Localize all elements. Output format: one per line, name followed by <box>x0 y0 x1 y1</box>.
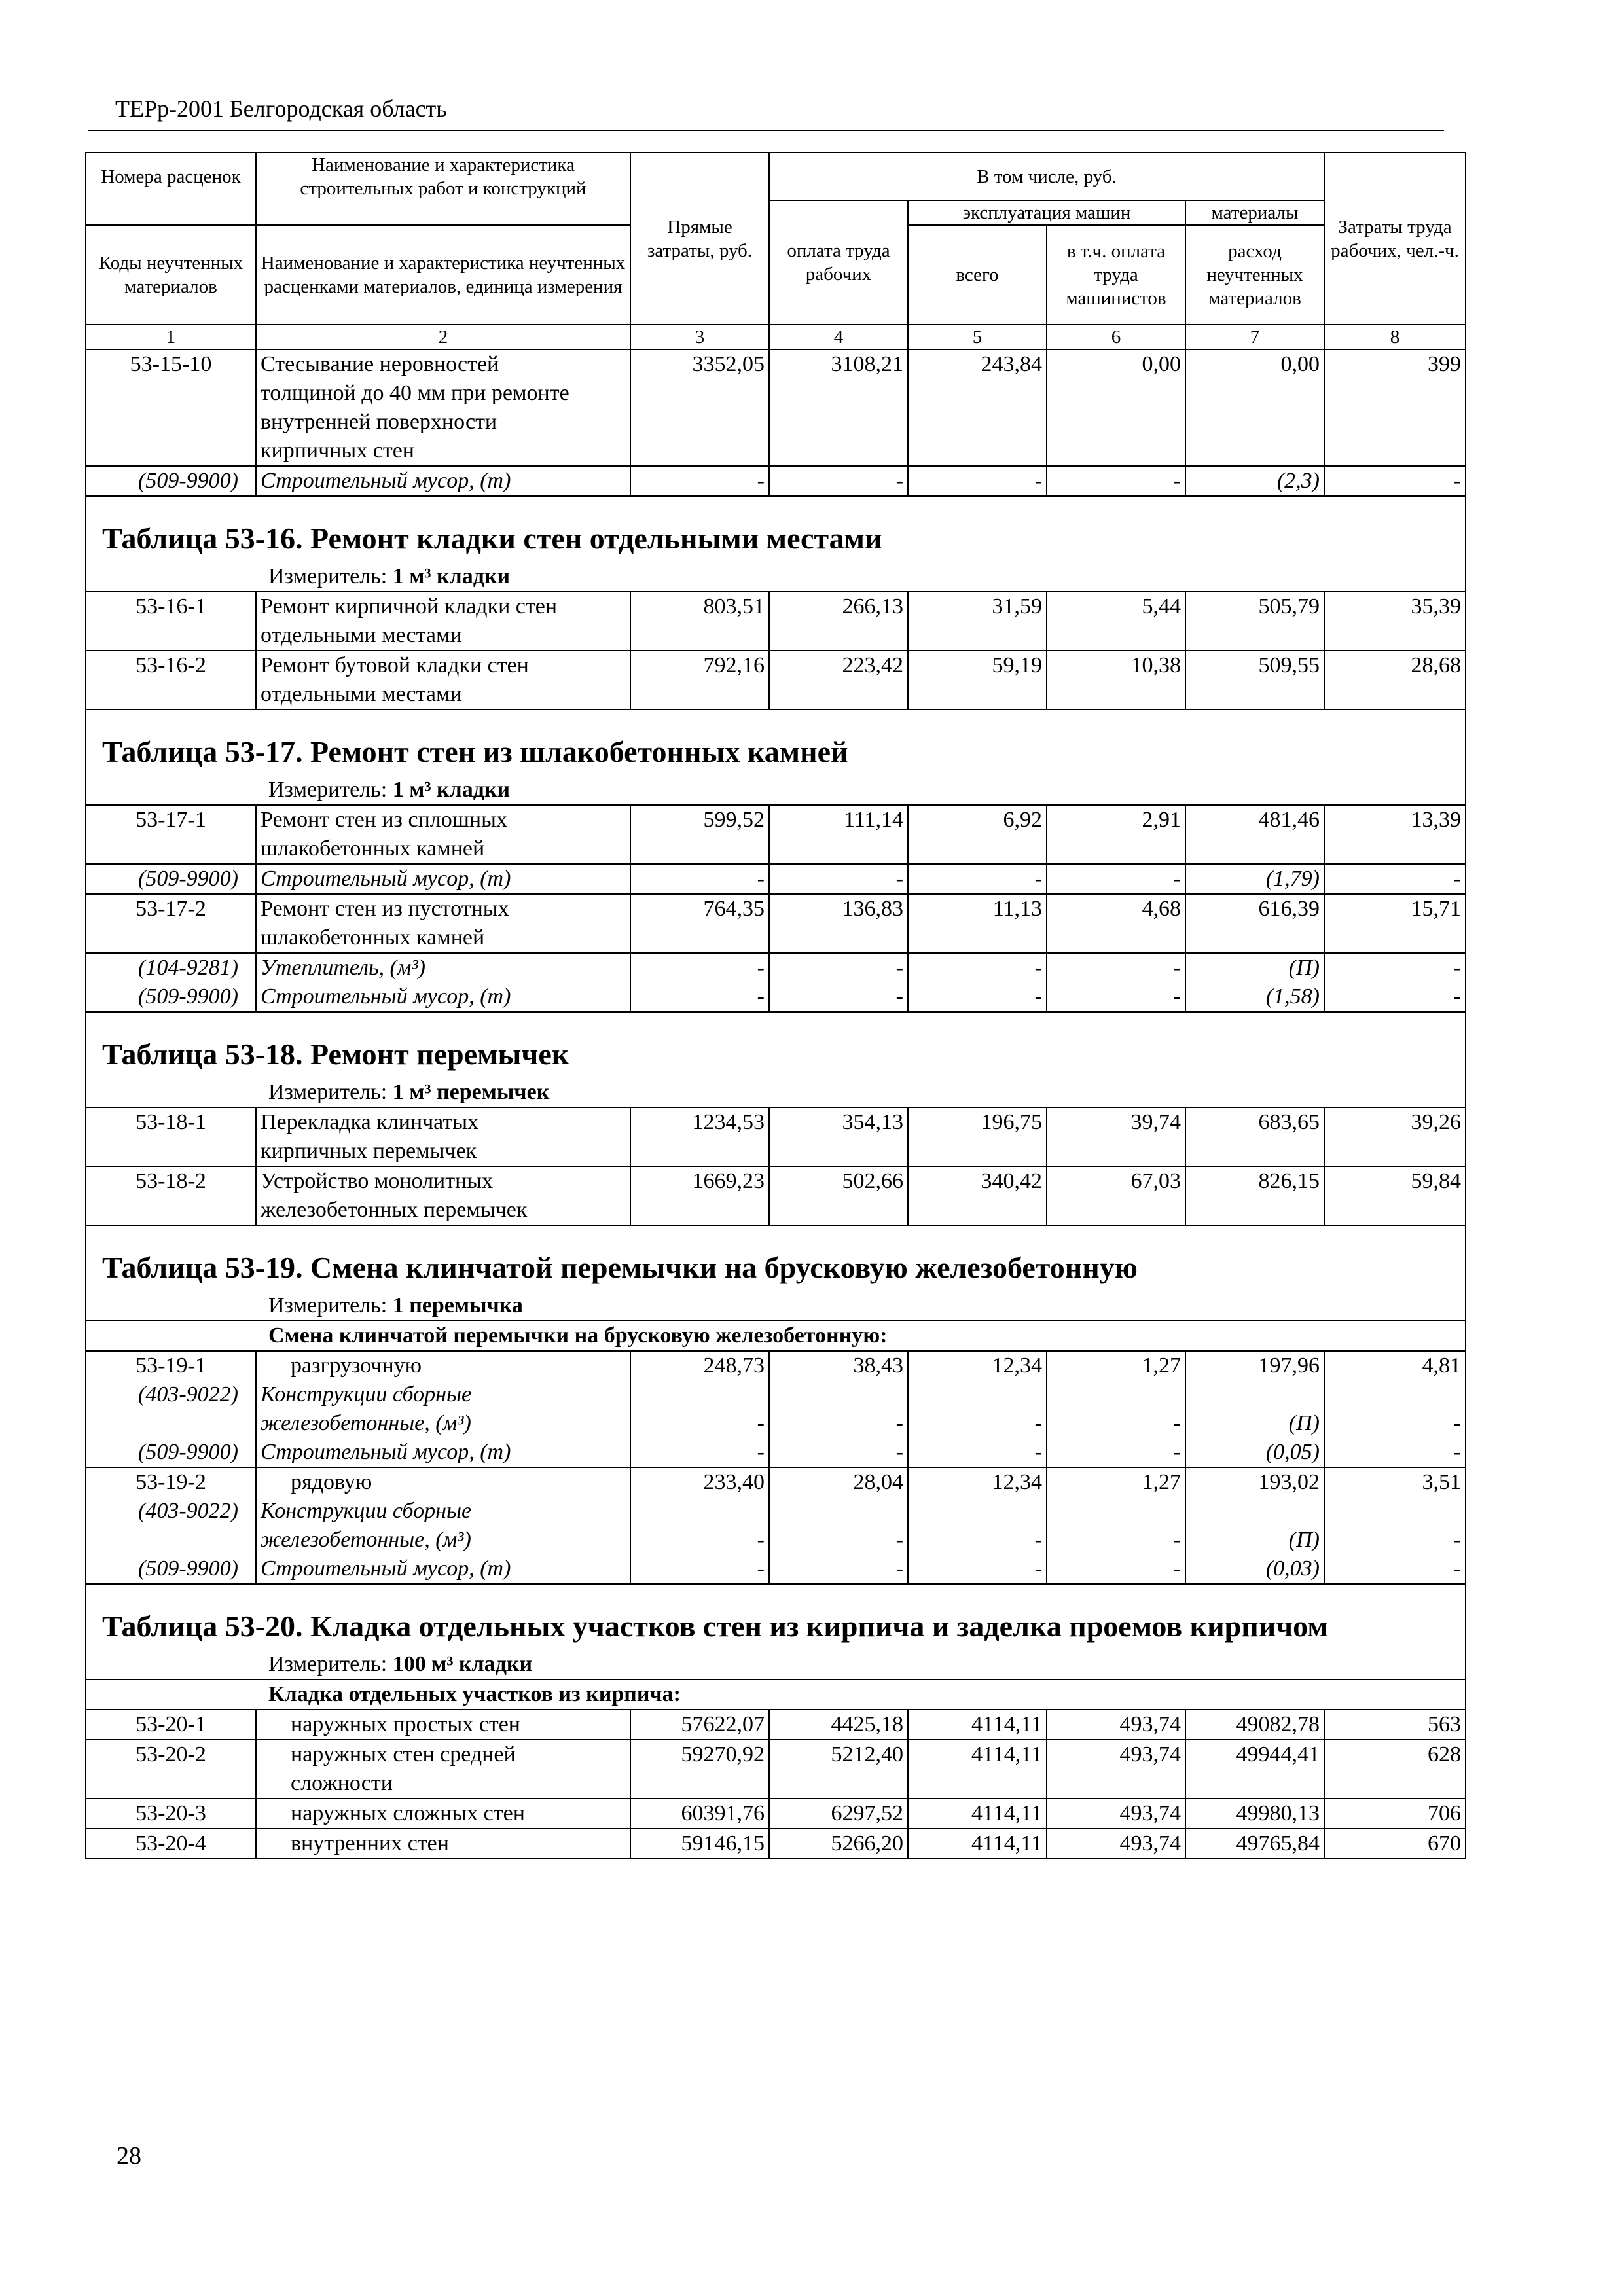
value-cell: (1,79) <box>1185 864 1324 894</box>
rate-name <box>256 1829 630 1859</box>
value-cell: 6297,52 <box>769 1799 908 1829</box>
rate-name <box>256 894 630 953</box>
unit-of-measure <box>86 1078 1466 1107</box>
unit-label: Измеритель: <box>268 778 388 802</box>
col-codes: Коды неучтенных материалов <box>86 225 256 325</box>
value-cell: 481,46 <box>1185 805 1324 864</box>
value-cell: - <box>1324 1554 1466 1584</box>
name-line: наружных сложных стен <box>291 1801 525 1825</box>
code-text: (509-9900) <box>138 984 238 1009</box>
value-cell: - <box>769 1438 908 1467</box>
rate-name <box>256 1107 630 1166</box>
value-cell: - <box>769 864 908 894</box>
material-name <box>256 1554 630 1584</box>
value-cell: - <box>1047 953 1185 982</box>
code-text: (104-9281) <box>138 956 238 980</box>
value-cell: 111,14 <box>769 805 908 864</box>
rate-name <box>256 1710 630 1740</box>
material-code <box>86 1380 256 1438</box>
value-cell: 1234,53 <box>630 1107 769 1166</box>
rate-row <box>86 894 1466 953</box>
col-name-materials: Наименование и характеристика неучтенных расценками материалов, единица измерения <box>256 225 630 325</box>
value-cell: - <box>1047 1438 1185 1467</box>
name-line: Строительный мусор, (т) <box>261 867 511 891</box>
value-cell: - <box>1324 953 1466 982</box>
value-cell: 67,03 <box>1047 1166 1185 1225</box>
name-line: Устройство монолитных <box>261 1169 494 1193</box>
unit-value: 1 м³ кладки <box>392 564 511 588</box>
code-text: (403-9022) <box>138 1499 238 1523</box>
col-incl-wages-mach: в т.ч. оплата труда машинистов <box>1047 225 1185 325</box>
code-text: (509-9900) <box>138 469 238 493</box>
value-cell: - <box>908 1554 1047 1584</box>
value-cell: 826,15 <box>1185 1166 1324 1225</box>
code-text: 53-17-1 <box>135 808 206 832</box>
value-cell: 12,34 <box>908 1351 1047 1380</box>
code-text: (509-9900) <box>138 1556 238 1581</box>
value-cell: - <box>1324 466 1466 496</box>
value-cell: 49980,13 <box>1185 1799 1324 1829</box>
rate-name <box>256 1166 630 1225</box>
value-cell: 493,74 <box>1047 1829 1185 1859</box>
name-line: Строительный мусор, (т) <box>261 1440 511 1464</box>
unit-of-measure <box>86 1650 1466 1679</box>
unit-label: Измеритель: <box>268 1293 388 1318</box>
value-cell: 616,39 <box>1185 894 1324 953</box>
value-cell: 4425,18 <box>769 1710 908 1740</box>
code-text: (509-9900) <box>138 1440 238 1464</box>
unit-value: 1 перемычка <box>392 1293 523 1318</box>
material-code <box>86 982 256 1012</box>
value-cell: 28,04 <box>769 1467 908 1497</box>
name-line: Строительный мусор, (т) <box>261 1556 511 1581</box>
value-cell: - <box>630 953 769 982</box>
running-header: ТЕРр-2001 Белгородская область <box>115 96 447 122</box>
table-title: Таблица 53-17. Ремонт стен из шлакобетонных камней <box>86 709 1466 776</box>
name-line: рядовую <box>291 1470 372 1494</box>
col-machines: эксплуатация машин <box>908 200 1185 225</box>
value-cell: 0,00 <box>1185 350 1324 466</box>
material-code <box>86 1438 256 1467</box>
code-text: 53-19-1 <box>135 1354 206 1378</box>
value-cell: 670 <box>1324 1829 1466 1859</box>
value-cell: - <box>630 864 769 894</box>
name-line: Ремонт стен из пустотных <box>261 897 509 921</box>
value-cell: 196,75 <box>908 1107 1047 1166</box>
col-number: 4 <box>769 325 908 350</box>
unit-label: Измеритель: <box>268 564 388 588</box>
value-cell: - <box>630 466 769 496</box>
value-cell: 509,55 <box>1185 651 1324 709</box>
rate-code <box>86 350 256 466</box>
value-cell: 10,38 <box>1047 651 1185 709</box>
rate-row <box>86 1710 1466 1740</box>
value-cell: 792,16 <box>630 651 769 709</box>
material-row <box>86 1380 1466 1438</box>
value-cell: 6,92 <box>908 805 1047 864</box>
name-line: кирпичных стен <box>261 439 414 463</box>
value-cell: 12,34 <box>908 1467 1047 1497</box>
name-line: сложности <box>291 1771 393 1795</box>
value-cell: 563 <box>1324 1710 1466 1740</box>
material-code <box>86 1497 256 1554</box>
value-cell: 39,26 <box>1324 1107 1466 1166</box>
name-line: железобетонные, (м³) <box>261 1528 471 1552</box>
section-subheader: Смена клинчатой перемычки на брусковую железобетонную: <box>86 1321 1466 1351</box>
value-cell: 4,81 <box>1324 1351 1466 1380</box>
material-code <box>86 1554 256 1584</box>
value-cell: 35,39 <box>1324 592 1466 651</box>
section-subheader: Кладка отдельных участков из кирпича: <box>86 1679 1466 1710</box>
value-cell: 2,91 <box>1047 805 1185 864</box>
value-cell: (2,3) <box>1185 466 1324 496</box>
rate-code <box>86 1740 256 1799</box>
page-number: 28 <box>117 2142 141 2170</box>
value-cell: - <box>1324 1497 1466 1554</box>
name-line: отдельными местами <box>261 623 462 647</box>
value-cell: - <box>630 1497 769 1554</box>
col-number: 7 <box>1185 325 1324 350</box>
value-cell: 38,43 <box>769 1351 908 1380</box>
code-text: 53-19-2 <box>135 1470 206 1494</box>
value-cell: 3352,05 <box>630 350 769 466</box>
rate-row <box>86 1829 1466 1859</box>
value-cell: 193,02 <box>1185 1467 1324 1497</box>
unit-label: Измеритель: <box>268 1080 388 1104</box>
rate-row <box>86 1799 1466 1829</box>
name-line: толщиной до 40 мм при ремонте <box>261 381 569 405</box>
value-cell: 1,27 <box>1047 1467 1185 1497</box>
value-cell: - <box>1047 1497 1185 1554</box>
value-cell: 31,59 <box>908 592 1047 651</box>
name-line: Утеплитель, (м³) <box>261 956 425 980</box>
unit-value: 1 м³ кладки <box>392 778 511 802</box>
rate-row <box>86 1107 1466 1166</box>
code-text: 53-20-4 <box>135 1831 206 1856</box>
rate-name <box>256 1351 630 1380</box>
value-cell: - <box>769 466 908 496</box>
rate-code <box>86 805 256 864</box>
value-cell: 4114,11 <box>908 1829 1047 1859</box>
material-row <box>86 982 1466 1012</box>
value-cell: 683,65 <box>1185 1107 1324 1166</box>
value-cell: 354,13 <box>769 1107 908 1166</box>
rate-code <box>86 894 256 953</box>
value-cell: 599,52 <box>630 805 769 864</box>
value-cell: (0,03) <box>1185 1554 1324 1584</box>
value-cell: - <box>769 1497 908 1554</box>
rate-row <box>86 805 1466 864</box>
value-cell: (П) <box>1185 1380 1324 1438</box>
name-line: отдельными местами <box>261 682 462 706</box>
value-cell: - <box>1047 466 1185 496</box>
rate-row <box>86 592 1466 651</box>
rate-row <box>86 1467 1466 1497</box>
unit-of-measure <box>86 1291 1466 1321</box>
material-row <box>86 466 1466 496</box>
value-cell: 1669,23 <box>630 1166 769 1225</box>
name-line: Конструкции сборные <box>261 1499 472 1523</box>
value-cell: 49082,78 <box>1185 1710 1324 1740</box>
name-line: Ремонт стен из сплошных <box>261 808 507 832</box>
code-text: 53-18-2 <box>135 1169 206 1193</box>
value-cell: 15,71 <box>1324 894 1466 953</box>
value-cell: 136,83 <box>769 894 908 953</box>
material-row <box>86 1438 1466 1467</box>
code-text: 53-20-3 <box>135 1801 206 1825</box>
table-title: Таблица 53-18. Ремонт перемычек <box>86 1012 1466 1078</box>
value-cell: 3108,21 <box>769 350 908 466</box>
name-line: Конструкции сборные <box>261 1382 472 1407</box>
value-cell: 60391,76 <box>630 1799 769 1829</box>
name-line: наружных стен средней <box>291 1742 516 1767</box>
col-number: 5 <box>908 325 1047 350</box>
rate-name <box>256 1740 630 1799</box>
col-mat-consumption: расход неучтенных материалов <box>1185 225 1324 325</box>
value-cell: - <box>908 466 1047 496</box>
value-cell: 803,51 <box>630 592 769 651</box>
material-code <box>86 466 256 496</box>
material-name <box>256 953 630 982</box>
value-cell: - <box>1324 982 1466 1012</box>
code-text: (403-9022) <box>138 1382 238 1407</box>
rate-row <box>86 651 1466 709</box>
material-name <box>256 466 630 496</box>
rate-code <box>86 1351 256 1380</box>
rate-name <box>256 1467 630 1497</box>
value-cell: - <box>1047 1554 1185 1584</box>
code-text: 53-16-2 <box>135 653 206 677</box>
name-line: наружных простых стен <box>291 1712 520 1736</box>
value-cell: 1,27 <box>1047 1351 1185 1380</box>
value-cell: 399 <box>1324 350 1466 466</box>
value-cell: 0,00 <box>1047 350 1185 466</box>
col-number: 3 <box>630 325 769 350</box>
rate-code <box>86 1467 256 1497</box>
col-number: 1 <box>86 325 256 350</box>
name-line: железобетонных перемычек <box>261 1198 528 1222</box>
value-cell: 59,84 <box>1324 1166 1466 1225</box>
material-row <box>86 953 1466 982</box>
col-incl: В том числе, руб. <box>769 152 1324 200</box>
name-line: шлакобетонных камней <box>261 836 485 861</box>
name-line: внутренней поверхности <box>261 410 497 434</box>
name-line: железобетонные, (м³) <box>261 1411 471 1435</box>
rate-code <box>86 1166 256 1225</box>
table-title: Таблица 53-16. Ремонт кладки стен отдельными местами <box>86 496 1466 562</box>
code-text: (509-9900) <box>138 867 238 891</box>
value-cell: 49765,84 <box>1185 1829 1324 1859</box>
value-cell: 243,84 <box>908 350 1047 466</box>
name-line: Ремонт кирпичной кладки стен <box>261 594 558 619</box>
unit-label: Измеритель: <box>268 1652 388 1676</box>
unit-of-measure <box>86 776 1466 805</box>
value-cell: - <box>908 953 1047 982</box>
rate-row <box>86 350 1466 466</box>
name-line: разгрузочную <box>291 1354 422 1378</box>
name-line: внутренних стен <box>291 1831 449 1856</box>
value-cell: 5,44 <box>1047 592 1185 651</box>
col-labor-costs: Затраты труда рабочих, чел.-ч. <box>1324 152 1466 325</box>
rate-name <box>256 805 630 864</box>
value-cell: 197,96 <box>1185 1351 1324 1380</box>
value-cell: - <box>630 1438 769 1467</box>
material-row <box>86 1554 1466 1584</box>
value-cell: - <box>1324 1438 1466 1467</box>
value-cell: - <box>1047 982 1185 1012</box>
col-direct-costs: Прямые затраты, руб. <box>630 152 769 325</box>
value-cell: - <box>908 1497 1047 1554</box>
value-cell: - <box>1324 864 1466 894</box>
col-name-works: Наименование и характеристика строительных работ и конструкций <box>256 152 630 200</box>
value-cell: - <box>630 1554 769 1584</box>
code-text: 53-20-2 <box>135 1742 206 1767</box>
value-cell: 4114,11 <box>908 1710 1047 1740</box>
value-cell: 59270,92 <box>630 1740 769 1799</box>
value-cell: 57622,07 <box>630 1710 769 1740</box>
value-cell: 505,79 <box>1185 592 1324 651</box>
value-cell: 340,42 <box>908 1166 1047 1225</box>
rate-code <box>86 1799 256 1829</box>
col-materials: материалы <box>1185 200 1324 225</box>
code-text: 53-20-1 <box>135 1712 206 1736</box>
value-cell: - <box>1047 864 1185 894</box>
header-rule <box>88 130 1444 131</box>
code-text: 53-15-10 <box>130 352 212 376</box>
table-title: Таблица 53-19. Смена клинчатой перемычки на брусковую железобетонную <box>86 1225 1466 1291</box>
material-row <box>86 864 1466 894</box>
value-cell: 493,74 <box>1047 1799 1185 1829</box>
col-wages: оплата труда рабочих <box>769 200 908 325</box>
col-number: 2 <box>256 325 630 350</box>
value-cell: (0,05) <box>1185 1438 1324 1467</box>
value-cell: 266,13 <box>769 592 908 651</box>
value-cell: 706 <box>1324 1799 1466 1829</box>
value-cell: 764,35 <box>630 894 769 953</box>
value-cell: 502,66 <box>769 1166 908 1225</box>
value-cell: - <box>1047 1380 1185 1438</box>
code-text: 53-17-2 <box>135 897 206 921</box>
name-line: Ремонт бутовой кладки стен <box>261 653 529 677</box>
value-cell: 5266,20 <box>769 1829 908 1859</box>
value-cell: - <box>630 982 769 1012</box>
rate-name <box>256 651 630 709</box>
material-name <box>256 1438 630 1467</box>
unit-of-measure <box>86 562 1466 592</box>
material-code <box>86 864 256 894</box>
value-cell: - <box>769 1380 908 1438</box>
code-text: 53-16-1 <box>135 594 206 619</box>
unit-value: 100 м³ кладки <box>392 1652 533 1676</box>
value-cell: 59,19 <box>908 651 1047 709</box>
table-body <box>86 350 1466 1859</box>
col-number: 8 <box>1324 325 1466 350</box>
value-cell: 4,68 <box>1047 894 1185 953</box>
value-cell: - <box>908 1380 1047 1438</box>
col-number: 6 <box>1047 325 1185 350</box>
rate-name <box>256 350 630 466</box>
value-cell: - <box>908 864 1047 894</box>
value-cell: 493,74 <box>1047 1740 1185 1799</box>
value-cell: 59146,15 <box>630 1829 769 1859</box>
name-line: Строительный мусор, (т) <box>261 984 511 1009</box>
value-cell: 5212,40 <box>769 1740 908 1799</box>
value-cell: 223,42 <box>769 651 908 709</box>
value-cell: - <box>769 953 908 982</box>
value-cell: 628 <box>1324 1740 1466 1799</box>
value-cell: 3,51 <box>1324 1467 1466 1497</box>
value-cell: - <box>1324 1380 1466 1438</box>
rate-code <box>86 1829 256 1859</box>
value-cell: (1,58) <box>1185 982 1324 1012</box>
material-name <box>256 982 630 1012</box>
value-cell: 11,13 <box>908 894 1047 953</box>
unit-value: 1 м³ перемычек <box>392 1080 550 1104</box>
name-line: кирпичных перемычек <box>261 1139 477 1163</box>
value-cell: - <box>908 982 1047 1012</box>
material-code <box>86 953 256 982</box>
value-cell: 493,74 <box>1047 1710 1185 1740</box>
value-cell: 4114,11 <box>908 1740 1047 1799</box>
material-name <box>256 864 630 894</box>
value-cell: 233,40 <box>630 1467 769 1497</box>
name-line: Перекладка клинчатых <box>261 1110 479 1134</box>
value-cell: 39,74 <box>1047 1107 1185 1166</box>
material-name <box>256 1497 630 1554</box>
name-line: Стесывание неровностей <box>261 352 499 376</box>
rate-code <box>86 1107 256 1166</box>
table-title: Таблица 53-20. Кладка отдельных участков стен из кирпича и заделка проемов кирпичом <box>86 1584 1466 1650</box>
rate-row <box>86 1351 1466 1380</box>
value-cell: 248,73 <box>630 1351 769 1380</box>
value-cell: - <box>908 1438 1047 1467</box>
value-cell: (П) <box>1185 953 1324 982</box>
value-cell: 4114,11 <box>908 1799 1047 1829</box>
col-num-rates: Номера расценок <box>86 152 256 200</box>
value-cell: - <box>630 1380 769 1438</box>
value-cell: (П) <box>1185 1497 1324 1554</box>
col-total: всего <box>908 225 1047 325</box>
table-header <box>86 152 1466 350</box>
rate-code <box>86 651 256 709</box>
rates-table <box>85 152 1466 1859</box>
value-cell: 13,39 <box>1324 805 1466 864</box>
rate-name <box>256 592 630 651</box>
material-name <box>256 1380 630 1438</box>
value-cell: - <box>769 1554 908 1584</box>
rate-row <box>86 1740 1466 1799</box>
name-line: шлакобетонных камней <box>261 925 485 950</box>
name-line: Строительный мусор, (т) <box>261 469 511 493</box>
rate-name <box>256 1799 630 1829</box>
rate-code <box>86 1710 256 1740</box>
value-cell: - <box>769 982 908 1012</box>
value-cell: 49944,41 <box>1185 1740 1324 1799</box>
code-text: 53-18-1 <box>135 1110 206 1134</box>
material-row <box>86 1497 1466 1554</box>
value-cell: 28,68 <box>1324 651 1466 709</box>
rate-code <box>86 592 256 651</box>
rate-row <box>86 1166 1466 1225</box>
